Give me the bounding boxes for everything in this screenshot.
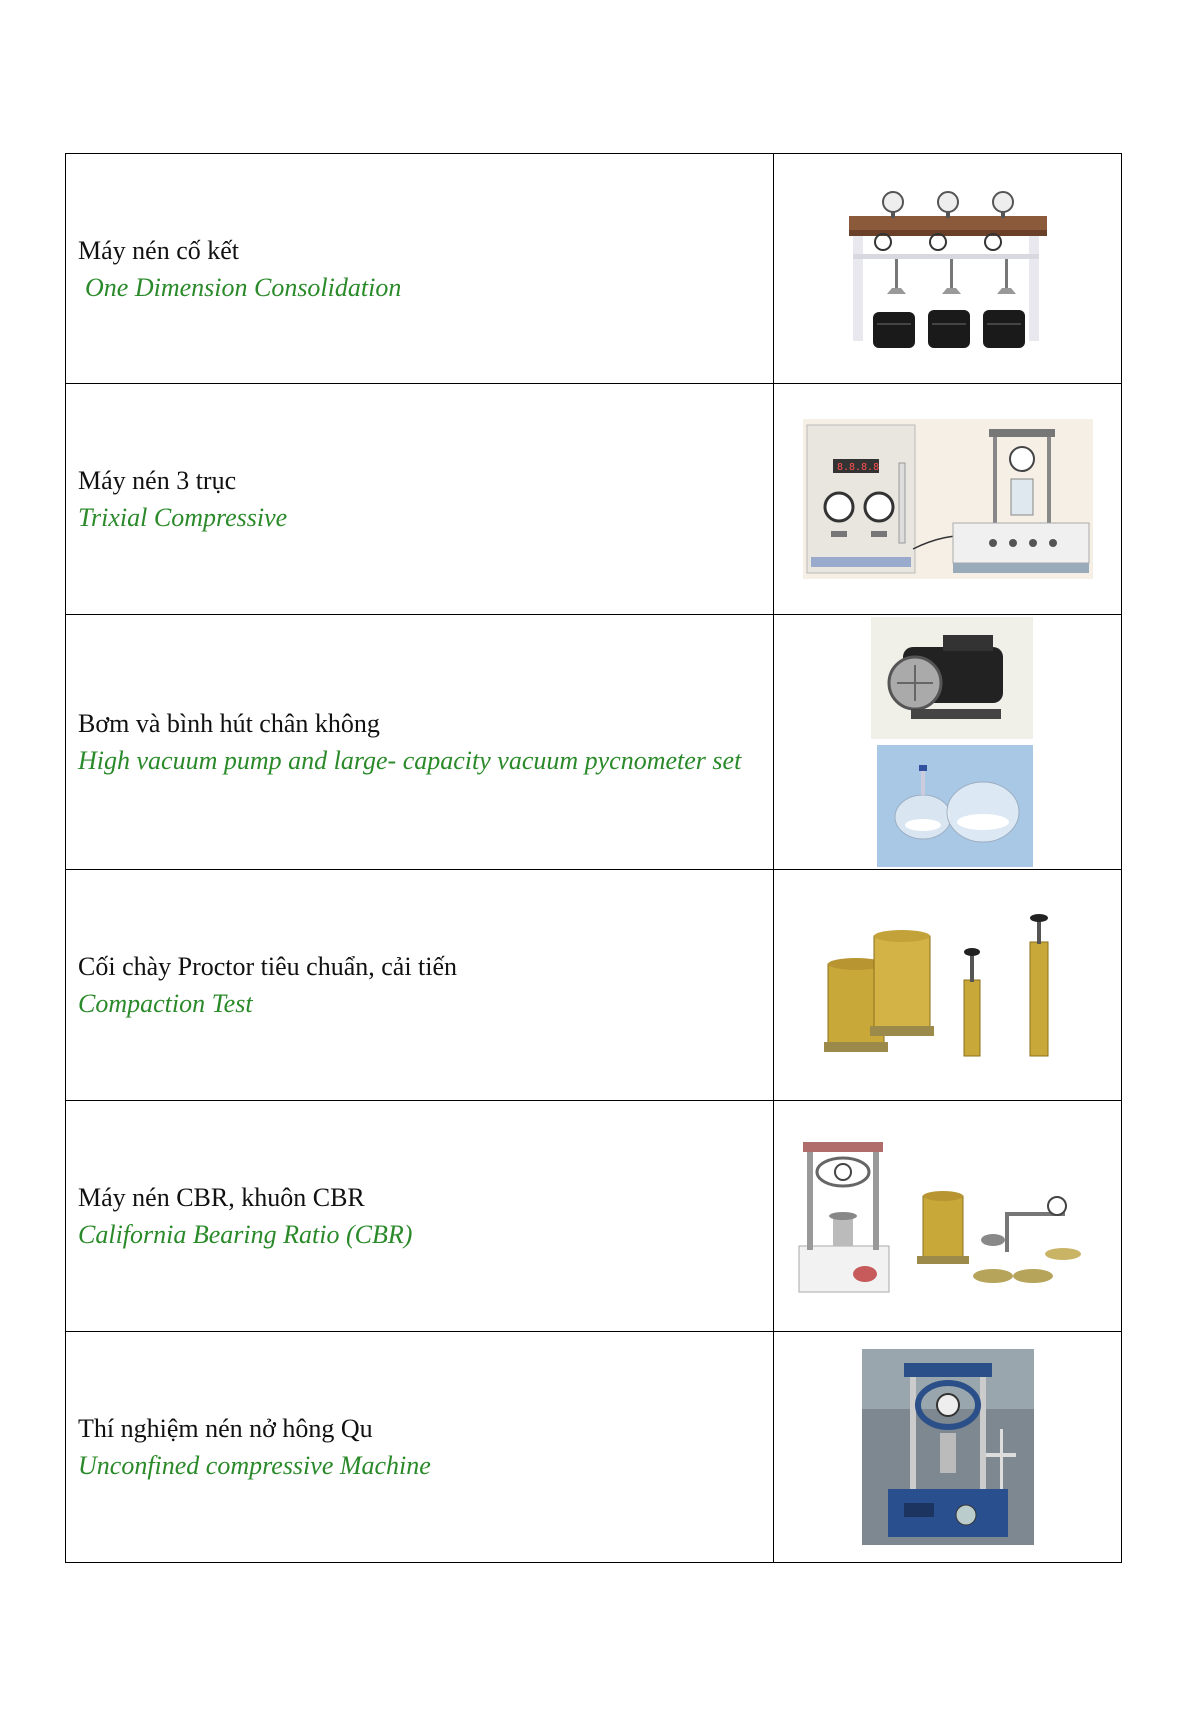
equipment-name-vietnamese: Thí nghiệm nén nở hông Qu (78, 1414, 373, 1443)
equipment-name-cell (66, 154, 774, 384)
equipment-name-english: Trixial Compressive (78, 503, 288, 532)
equipment-name-vietnamese: Máy nén 3 trục (78, 466, 237, 495)
equipment-name-english: One Dimension Consolidation (85, 272, 402, 302)
table-row (66, 384, 1122, 615)
table-row (66, 1101, 1122, 1332)
equipment-name-vietnamese: Bơm và bình hút chân không (78, 709, 380, 738)
equipment-image-cell (774, 870, 1122, 1101)
table-row (66, 1332, 1122, 1563)
equipment-image-cell (774, 1332, 1122, 1563)
table-row (66, 615, 1122, 870)
equipment-name-vietnamese: Máy nén CBR, khuôn CBR (78, 1183, 365, 1212)
table-row (66, 154, 1122, 384)
equipment-name-english: High vacuum pump and large- capacity vacuum pycnometer set (78, 746, 742, 775)
proctor-molds-and-rammers-photo (818, 910, 1078, 1060)
triaxial-compression-machine-photo (803, 419, 1093, 579)
equipment-table (65, 153, 1122, 1563)
equipment-name-vietnamese: Cối chày Proctor tiêu chuẩn, cải tiến (78, 952, 458, 981)
equipment-name-cell (66, 870, 774, 1101)
equipment-name-vietnamese: Máy nén cố kết (78, 235, 240, 265)
equipment-image-cell (774, 615, 1122, 870)
equipment-name-cell (66, 615, 774, 870)
table-row (66, 870, 1122, 1101)
equipment-name-cell (66, 1332, 774, 1563)
equipment-image-cell (774, 384, 1122, 615)
cbr-press-and-molds-photo (793, 1136, 1103, 1296)
equipment-image-cell (774, 154, 1122, 384)
equipment-image-cell (774, 1101, 1122, 1332)
consolidation-apparatus-photo (843, 184, 1053, 354)
svg-text:8.8.8.8: 8.8.8.8 (836, 462, 879, 473)
equipment-name-english: California Bearing Ratio (CBR) (78, 1220, 413, 1249)
equipment-name-cell (66, 384, 774, 615)
unconfined-compression-machine-photo (862, 1349, 1034, 1545)
equipment-name-english: Compaction Test (78, 989, 253, 1018)
vacuum-pump-and-desiccator-photos (863, 617, 1033, 867)
equipment-name-english: Unconfined compressive Machine (78, 1451, 431, 1480)
equipment-name-cell (66, 1101, 774, 1332)
